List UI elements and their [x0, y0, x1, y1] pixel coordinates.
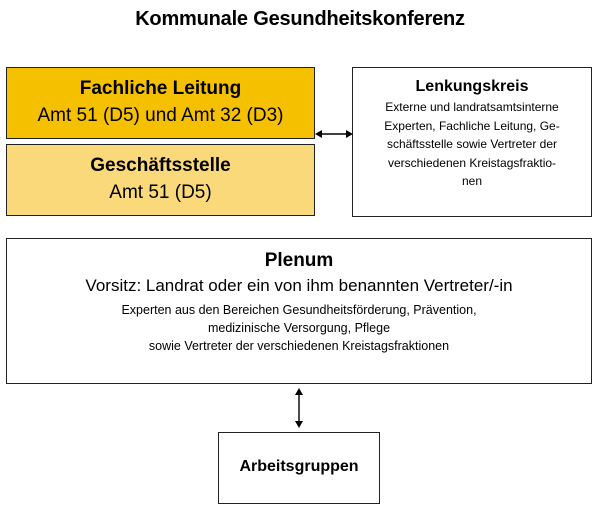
arbeitsgruppen-title: Arbeitsgruppen: [239, 458, 359, 475]
arbeitsgruppen-box: [218, 432, 380, 504]
geschaeftsstelle-title: Geschäftsstelle: [90, 155, 231, 176]
plenum-title: Plenum: [264, 250, 334, 271]
lenkungskreis-title: Lenkungskreis: [415, 78, 529, 95]
geschaeftsstelle-subtitle: Amt 51 (D5): [109, 182, 212, 203]
lenkungskreis-box: [352, 67, 592, 217]
fachliche-leitung-box: [6, 67, 315, 139]
leitung-lenkung-double-arrow: [315, 127, 353, 141]
lenkungskreis-line: Externe und landratsamtsinterne: [385, 100, 559, 114]
plenum-box: [6, 238, 592, 384]
plenum-line: sowie Vertreter der verschiedenen Kreistagsfraktionen: [148, 339, 450, 353]
plenum-vorsitz: Vorsitz: Landrat oder ein von ihm benannten Vertreter/-in: [85, 276, 513, 295]
plenum-line: Experten aus den Bereichen Gesundheitsförderung, Prävention,: [121, 303, 477, 317]
diagram-title: Kommunale Gesundheitskonferenz: [135, 8, 465, 30]
lenkungskreis-description: [361, 98, 583, 191]
lenkungskreis-line: Experten, Fachliche Leitung, Ge-: [384, 118, 560, 133]
fachliche-leitung-title: Fachliche Leitung: [79, 78, 242, 99]
lenkungskreis-line: nen: [461, 174, 483, 188]
plenum-description: [7, 301, 591, 355]
plenum-arbeitsgruppen-double-arrow: [292, 388, 306, 428]
lenkungskreis-line: verschiedenen Kreistagsfraktio-: [387, 155, 557, 170]
plenum-line: medizinische Versorgung, Pflege: [207, 321, 391, 335]
geschaeftsstelle-box: [6, 144, 315, 216]
fachliche-leitung-subtitle: Amt 51 (D5) und Amt 32 (D3): [37, 105, 284, 126]
lenkungskreis-line: schäftsstelle sowie Vertreter der: [386, 137, 558, 151]
